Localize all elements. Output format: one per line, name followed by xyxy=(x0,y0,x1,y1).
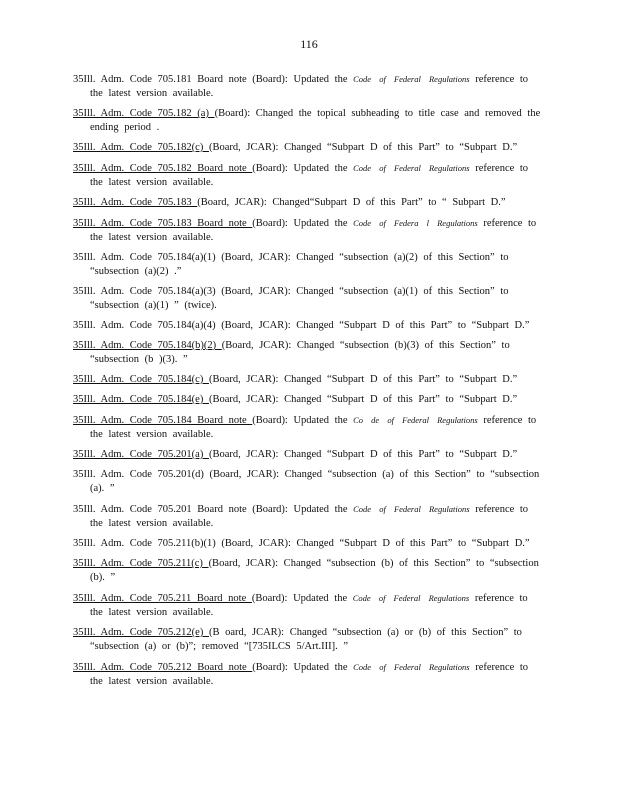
entry-text: (Board, JCAR): Changed “subsection (a)(1) of this Section” to “subsection (a)(1) ” (twice). xyxy=(90,286,509,311)
citation: 35Ill. Adm. Code 705.184(a)(3) xyxy=(73,286,216,297)
citation: 35Ill. Adm. Code 705.211(c) xyxy=(73,558,209,569)
amendment-entry xyxy=(73,591,543,620)
amendment-entry xyxy=(73,413,543,442)
amendment-entry xyxy=(73,626,543,654)
entry-text: (Board, JCAR): Changed “Subpart D of this Part” to “Subpart D.” xyxy=(215,538,530,549)
entry-text-continued: reference to the latest version available. xyxy=(90,163,529,188)
citation: 35Ill. Adm. Code 705.212(e) xyxy=(73,627,209,638)
entry-text-continued: reference to the latest version available. xyxy=(90,593,528,618)
amendment-entry xyxy=(73,319,543,333)
citation: 35Ill. Adm. Code 705.211(b)(1) xyxy=(73,538,216,549)
entry-text: (Board, JCAR): Changed“Subpart D of this Part” to “ Subpart D.” xyxy=(197,197,506,208)
citation: 35Ill. Adm. Code 705.182 Board note xyxy=(73,163,253,174)
entry-text-continued: reference to the latest version available. xyxy=(90,504,529,529)
cfr-title: Co de of Federal Regulations xyxy=(353,415,478,425)
entry-list xyxy=(73,72,543,695)
amendment-entry xyxy=(73,161,543,190)
entry-text: Updated the xyxy=(287,504,354,515)
amendment-entry xyxy=(73,285,543,313)
cfr-title: Code of Federal Regulations xyxy=(353,163,470,173)
citation: 35Ill. Adm. Code 705.184 Board note xyxy=(73,415,253,426)
amendment-entry xyxy=(73,141,543,155)
citation: 35Ill. Adm. Code 705.201 Board note (Board): xyxy=(73,504,288,515)
cfr-title: Code of Federal Regulations xyxy=(353,504,470,514)
entry-text: (Board, JCAR): Changed “subsection (a) of this Section” to “subsection (a). ” xyxy=(90,469,540,494)
amendment-entry xyxy=(73,373,543,387)
entry-text: (Board): Updated the xyxy=(252,415,354,426)
citation: 35Ill. Adm. Code 705.184(b)(2) xyxy=(73,340,222,351)
citation: 35Ill. Adm. Code 705.181 Board note (Board): xyxy=(73,74,288,85)
entry-text: (Board, JCAR): Changed “subsection (b) of this Section” to “subsection (b). ” xyxy=(90,558,539,583)
amendment-entry xyxy=(73,72,543,101)
amendment-entry xyxy=(73,537,543,551)
citation: 35Ill. Adm. Code 705.184(e) xyxy=(73,394,209,405)
entry-text-continued: reference to the latest version available. xyxy=(90,218,537,243)
amendment-entry xyxy=(73,448,543,462)
amendment-entry xyxy=(73,251,543,279)
entry-text: Updated the xyxy=(287,74,354,85)
entry-text: (Board): Changed the topical subheading to title case and removed the ending period . xyxy=(90,108,541,133)
entry-text: (Board, JCAR): Changed “Subpart D of this Part” to “Subpart D.” xyxy=(208,374,518,385)
amendment-entry xyxy=(73,339,543,367)
cfr-title: Code of Federal Regulations xyxy=(353,74,470,84)
citation: 35Ill. Adm. Code 705.211 Board note xyxy=(73,593,252,604)
amendment-entry xyxy=(73,502,543,531)
entry-text: (Board, JCAR): Changed “subsection (b)(3) of this Section” to “subsection (b )(3). ” xyxy=(90,340,510,365)
cfr-title: Code of Federal Regulations xyxy=(353,662,470,672)
entry-text: (Board): Updated the xyxy=(252,662,354,673)
entry-text: (Board): Updated the xyxy=(252,218,354,229)
entry-text: (B oard, JCAR): Changed “subsection (a) or (b) of this Section” to “subsection (a) or (b)”; removed “[735ILCS 5/Art.III]. ” xyxy=(90,627,522,652)
citation: 35Ill. Adm. Code 705.201(d) xyxy=(73,469,204,480)
citation: 35Ill. Adm. Code 705.184(a)(1) xyxy=(73,252,216,263)
entry-text-continued: reference to the latest version available. xyxy=(90,662,529,687)
amendment-entry xyxy=(73,196,543,210)
entry-text: (Board): Updated the xyxy=(251,593,353,604)
amendment-entry xyxy=(73,468,543,496)
citation: 35Ill. Adm. Code 705.182 (a) xyxy=(73,108,215,119)
entry-text: (Board, JCAR): Changed “Subpart D of this Part” to “Subpart D.” xyxy=(208,449,518,460)
entry-text: (Board, JCAR): Changed “subsection (a)(2) of this Section” to “subsection (a)(2) .” xyxy=(90,252,509,277)
citation: 35Ill. Adm. Code 705.184(c) xyxy=(73,374,209,385)
entry-text: (Board): Updated the xyxy=(252,163,354,174)
cfr-title: Code of Federa l Regulations xyxy=(353,218,478,228)
citation: 35Ill. Adm. Code 705.184(a)(4) xyxy=(73,320,216,331)
amendment-entry xyxy=(73,660,543,689)
entry-text: (Board, JCAR): Changed “Subpart D of this Part” to “Subpart D.” xyxy=(208,394,518,405)
amendment-entry xyxy=(73,393,543,407)
page-number: 116 xyxy=(300,37,318,51)
cfr-title: Code of Federal Regulations xyxy=(352,593,470,603)
entry-text: (Board, JCAR): Changed “Subpart D of this Part” to “Subpart D.” xyxy=(208,142,518,153)
citation: 35Ill. Adm. Code 705.201(a) xyxy=(73,449,209,460)
amendment-entry xyxy=(73,216,543,245)
citation: 35Ill. Adm. Code 705.182(c) xyxy=(73,142,209,153)
entry-text-continued: reference to the latest version available. xyxy=(90,415,537,440)
entry-text-continued: reference to the latest version available. xyxy=(90,74,529,99)
entry-text: (Board, JCAR): Changed “Subpart D of this Part” to “Subpart D.” xyxy=(215,320,530,331)
citation: 35Ill. Adm. Code 705.212 Board note xyxy=(73,662,253,673)
amendment-entry xyxy=(73,107,543,135)
amendment-entry xyxy=(73,557,543,585)
citation: 35Ill. Adm. Code 705.183 Board note xyxy=(73,218,253,229)
citation: 35Ill. Adm. Code 705.183 xyxy=(73,197,198,208)
